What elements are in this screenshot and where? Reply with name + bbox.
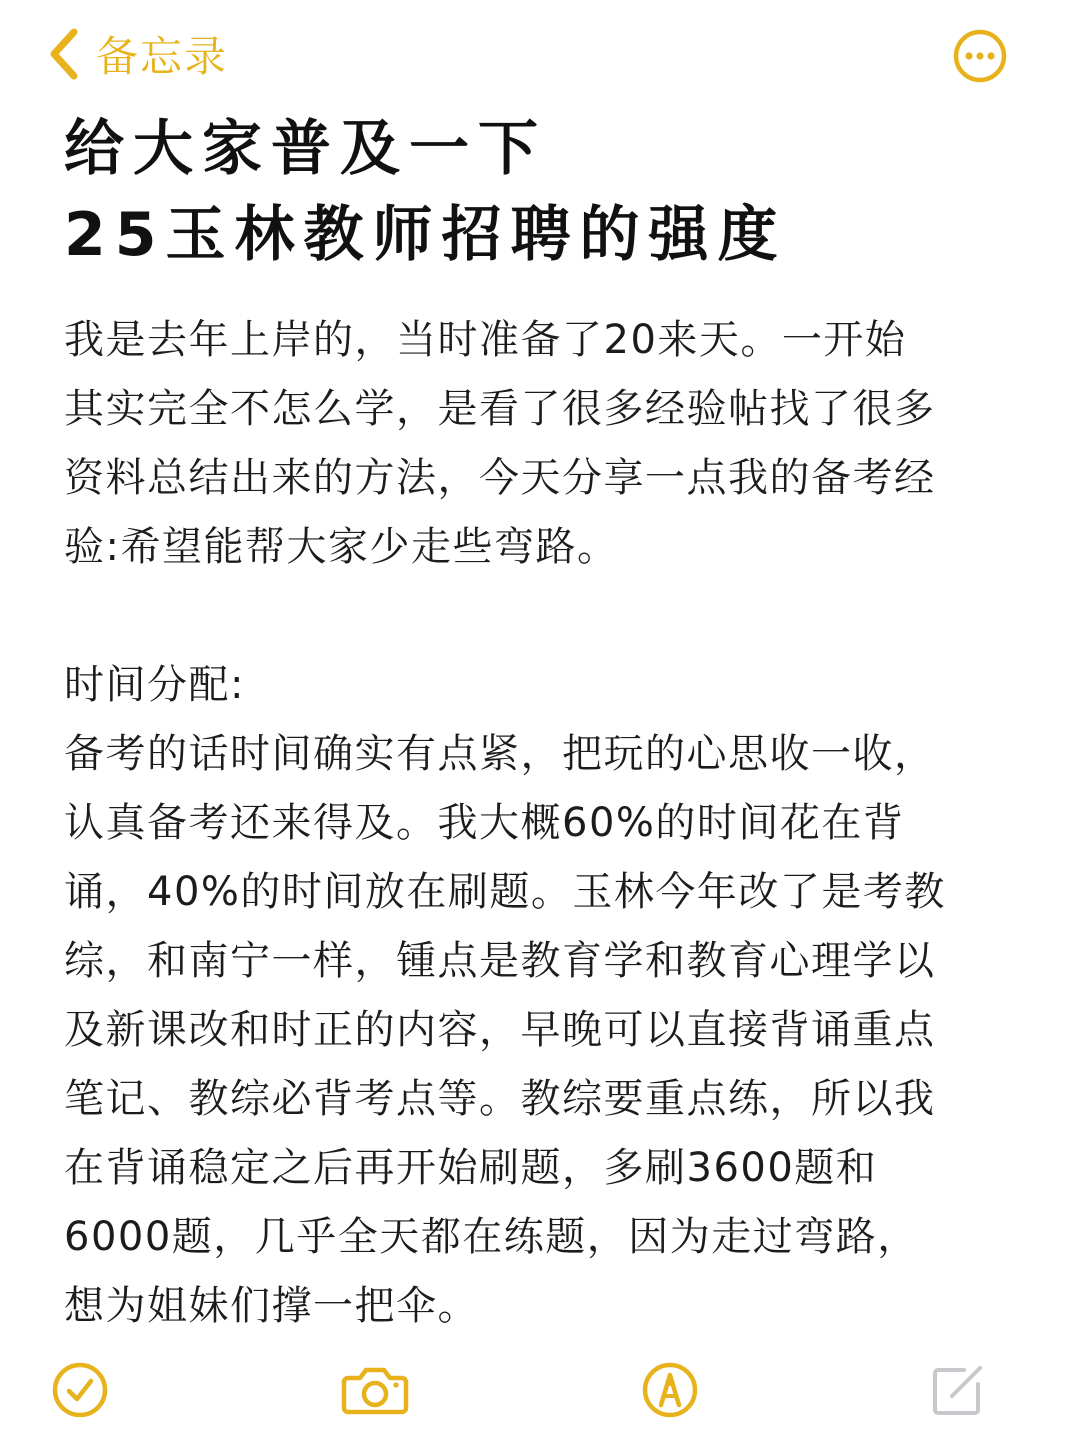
navigation-bar	[0, 0, 1080, 100]
paragraph-spacer	[64, 582, 1004, 651]
note-body[interactable]	[64, 306, 1004, 1341]
body-line: 验:希望能帮大家少走些弯路。	[64, 524, 619, 570]
body-line: 想为姐妹们撑一把伞。	[64, 1283, 479, 1329]
body-line: 其实完全不怎么学，是看了很多经验帖找了很多	[64, 386, 936, 432]
body-line: 笔记、教综必背考点等。教综要重点练，所以我	[64, 1076, 936, 1122]
markup-pen-icon	[640, 1360, 700, 1420]
bottom-toolbar	[0, 1350, 1080, 1430]
body-line: 备考的话时间确实有点紧，把玩的心思收一收，	[64, 731, 936, 777]
body-line: 在背诵稳定之后再开始刷题，多刷3600题和	[64, 1145, 878, 1191]
camera-icon	[340, 1360, 410, 1420]
more-options-button[interactable]	[952, 28, 1008, 84]
body-line: 诵，40%的时间放在刷题。玉林今年改了是考教	[64, 869, 946, 915]
body-line: 我是去年上岸的，当时准备了20来天。一开始	[64, 317, 907, 363]
ellipsis-circle-icon	[952, 69, 1008, 88]
body-line: 及新课改和时正的内容，早晚可以直接背诵重点	[64, 1007, 936, 1053]
body-line: 6000题，几乎全天都在练题，因为走过弯路，	[64, 1214, 919, 1260]
checklist-button[interactable]	[50, 1360, 110, 1420]
markup-button[interactable]	[640, 1360, 700, 1420]
chevron-left-icon	[48, 28, 80, 80]
note-title[interactable]	[64, 106, 1024, 278]
body-line: 综，和南宁一样，锺点是教育学和教育心理学以	[64, 938, 936, 984]
body-line: 资料总结出来的方法，今天分享一点我的备考经	[64, 455, 936, 501]
compose-button[interactable]	[928, 1360, 988, 1420]
title-line: 25玉林教师招聘的强度	[64, 200, 787, 270]
section-heading: 时间分配:	[64, 662, 245, 708]
body-line: 认真备考还来得及。我大概60%的时间花在背	[64, 800, 905, 846]
back-label: 备忘录	[96, 32, 229, 81]
camera-button[interactable]	[340, 1360, 410, 1420]
checklist-icon	[50, 1360, 110, 1420]
title-line: 给大家普及一下	[64, 114, 547, 184]
back-button[interactable]	[48, 24, 228, 84]
compose-icon	[928, 1360, 988, 1420]
